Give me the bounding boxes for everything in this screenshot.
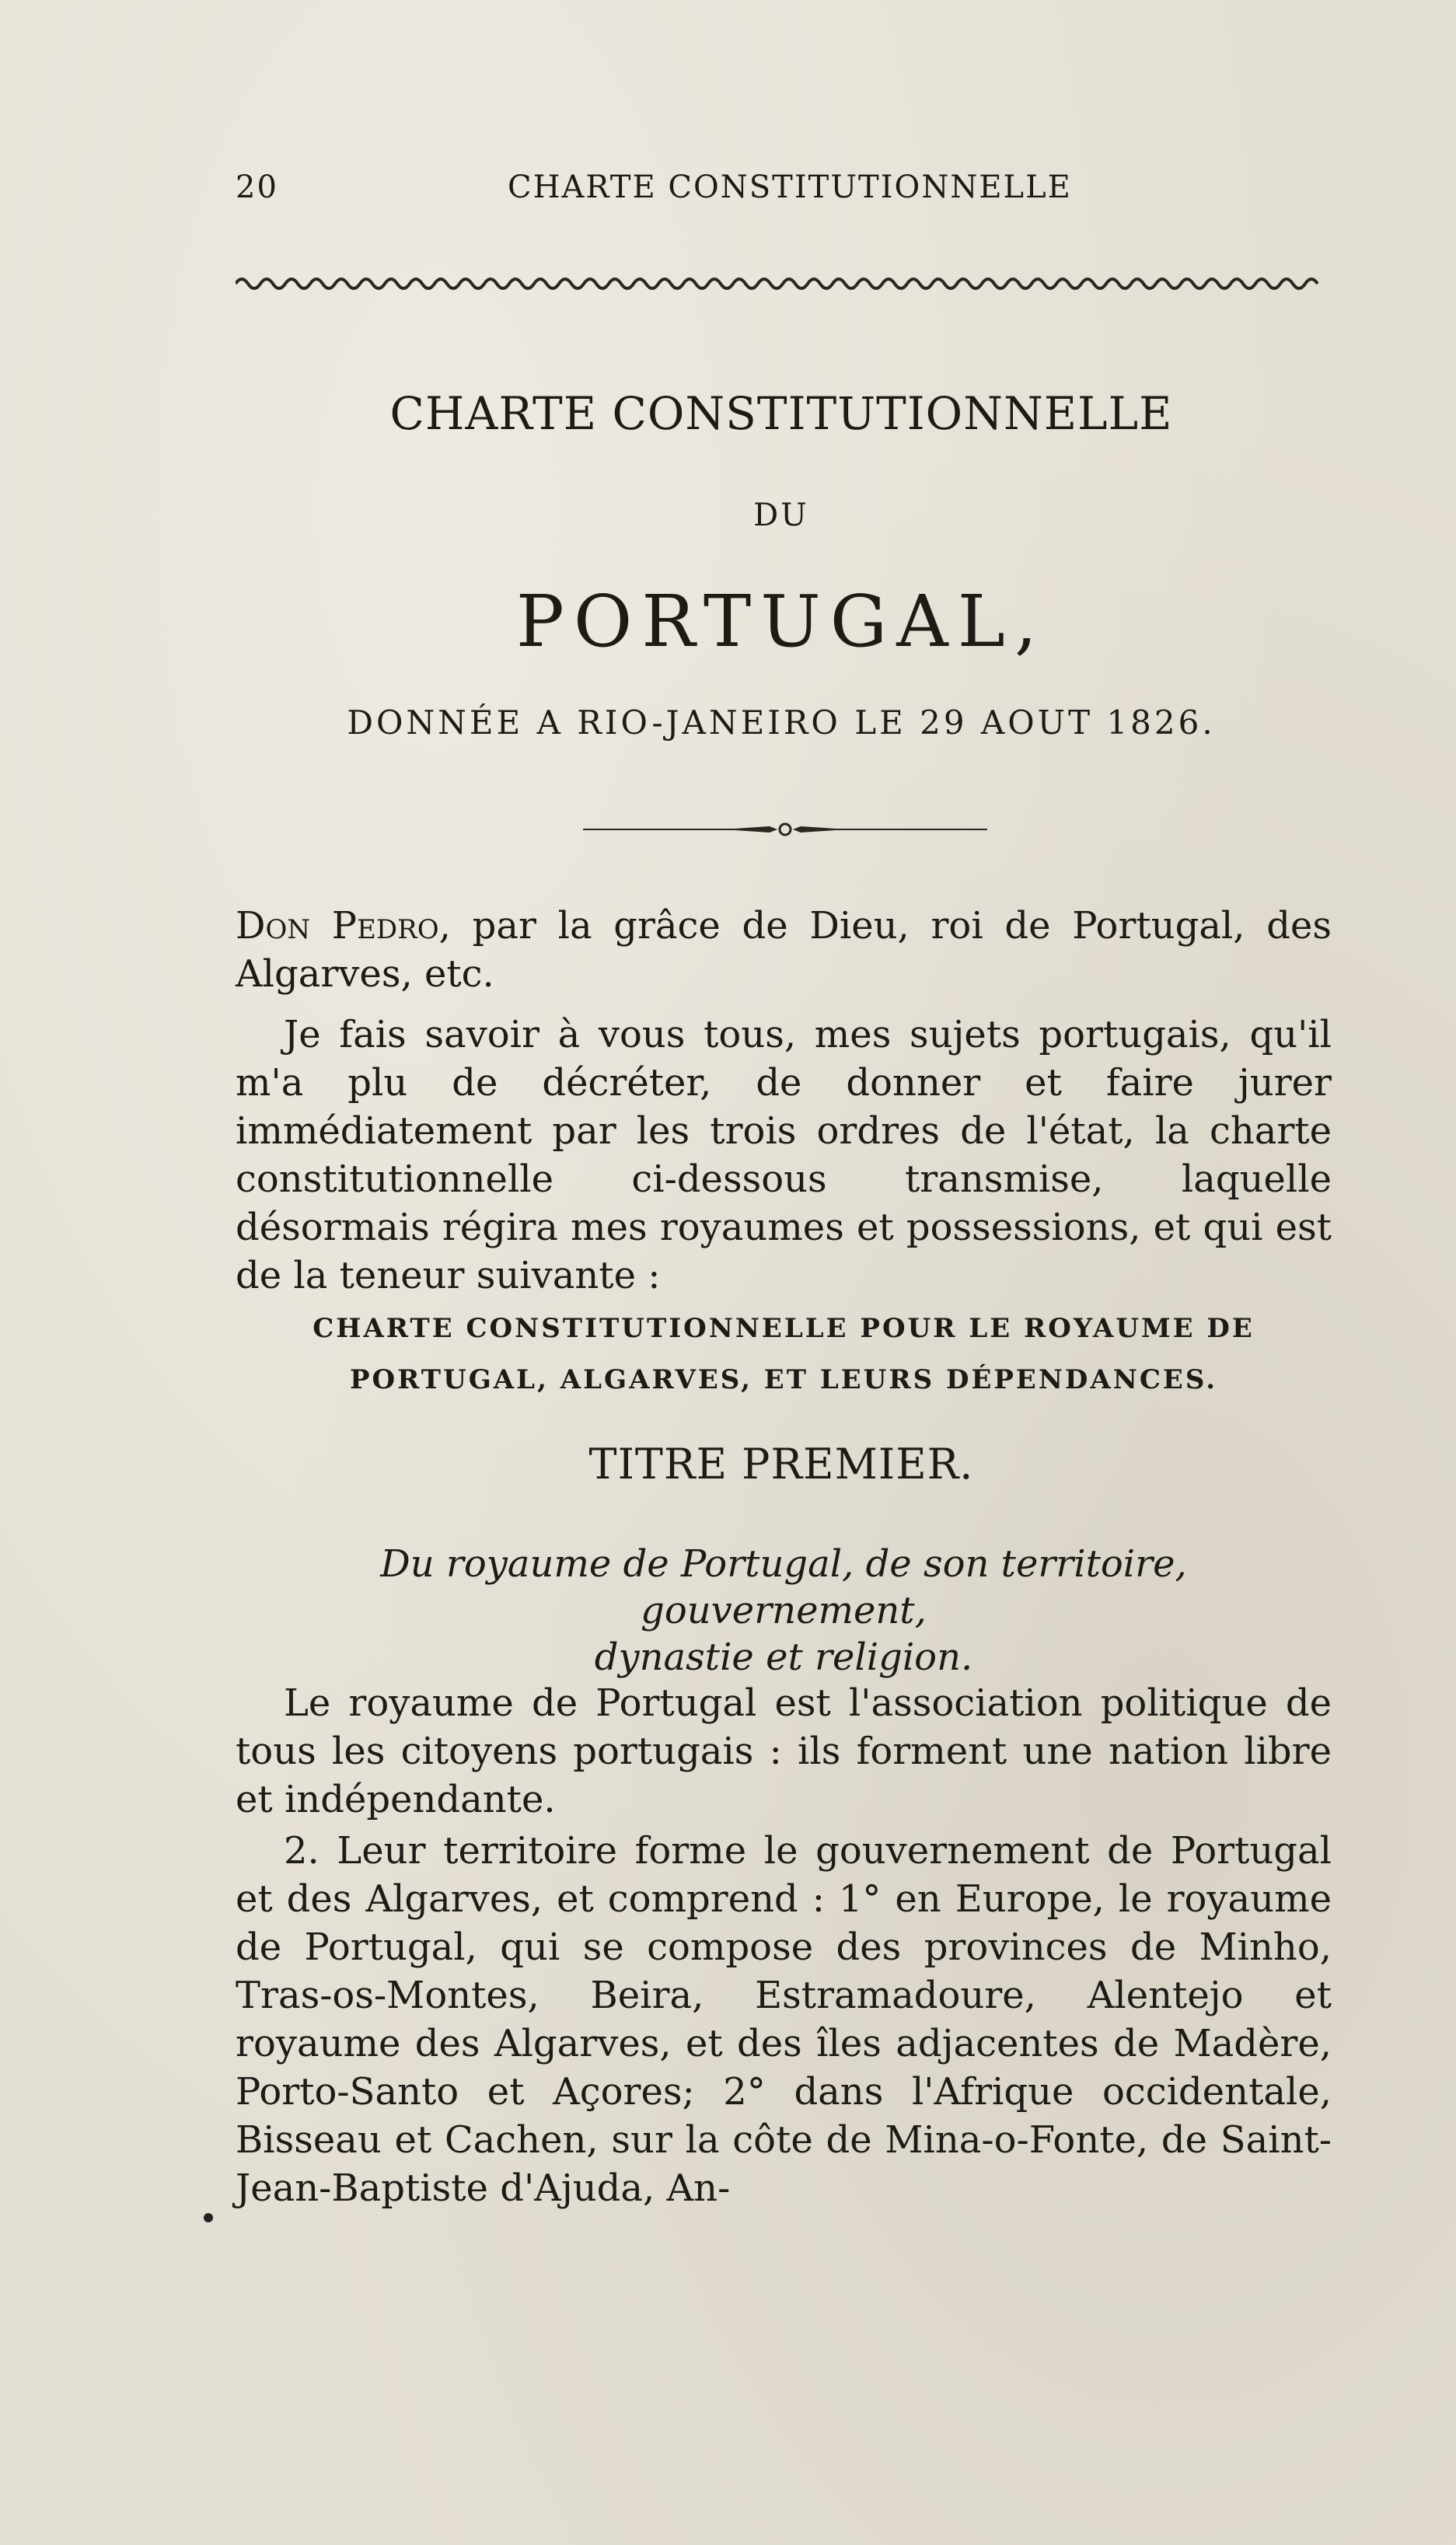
titre-heading: TITRE PREMIER. xyxy=(588,1440,974,1489)
charter-heading-line2: PORTUGAL, ALGARVES, ET LEURS DÉPENDANCES. xyxy=(349,1364,1218,1395)
page-number: 20 xyxy=(236,169,278,205)
divider-ornament xyxy=(583,818,987,841)
main-title-date-line: DONNÉE A RIO-JANEIRO LE 29 AOUT 1826. xyxy=(347,703,1216,742)
titre-subtitle-line2: dynastie et religion. xyxy=(594,1636,973,1679)
charter-heading-line1: CHARTE CONSTITUTIONNELLE POUR LE ROYAUME DE xyxy=(312,1313,1255,1344)
article-2: 2. Leur territoire forme le gouvernement de Portugal et des Algarves, et comprend : 1° en Europe, le royaume de Portugal, qui se compose des provinces de Minho, Tras-os-Montes, Beira, Estramadoure, Alentejo et royaume des Algarves, et des îles adjacentes de Madère, Porto-Santo et Açores; 2° dans l'Afrique occidentale, Bisseau et Cachen, sur la côte de Mina-o-Fonte, de Saint-Jean-Baptiste d'Ajuda, An- xyxy=(236,1829,1332,2210)
titre-subtitle xyxy=(236,1541,1332,1681)
main-title-portugal: PORTUGAL, xyxy=(515,580,1047,663)
intro-name: Don Pedro xyxy=(236,904,439,948)
proclamation-paragraph: Je fais savoir à vous tous, mes sujets portugais, qu'il m'a plu de décréter, de donner et faire jurer immédiatement par les trois ordres de l'état, la charte constitutionnelle ci-dessous transmise, laquelle désormais régira mes royaumes et possessions, et qui est de la teneur suivante : xyxy=(236,1013,1332,1297)
charter-heading xyxy=(236,1303,1332,1405)
running-head xyxy=(236,169,1332,216)
wavy-rule-ornament xyxy=(236,272,1328,295)
ink-speck xyxy=(204,2213,213,2222)
main-title-line1: CHARTE CONSTITUTIONNELLE xyxy=(389,387,1173,440)
article-1: Le royaume de Portugal est l'association politique de tous les citoyens portugais : ils forment une nation libre et indépendante. xyxy=(236,1681,1332,1821)
intro-rest: , par la grâce de Dieu, roi de Portugal, des Algarves, etc. xyxy=(236,904,1332,996)
intro-paragraph xyxy=(236,902,1332,998)
titre-subtitle-line1: Du royaume de Portugal, de son territoire, gouvernement, xyxy=(380,1542,1187,1632)
main-title-line2: DU xyxy=(753,497,809,533)
running-head-title: CHARTE CONSTITUTIONNELLE xyxy=(508,169,1072,205)
